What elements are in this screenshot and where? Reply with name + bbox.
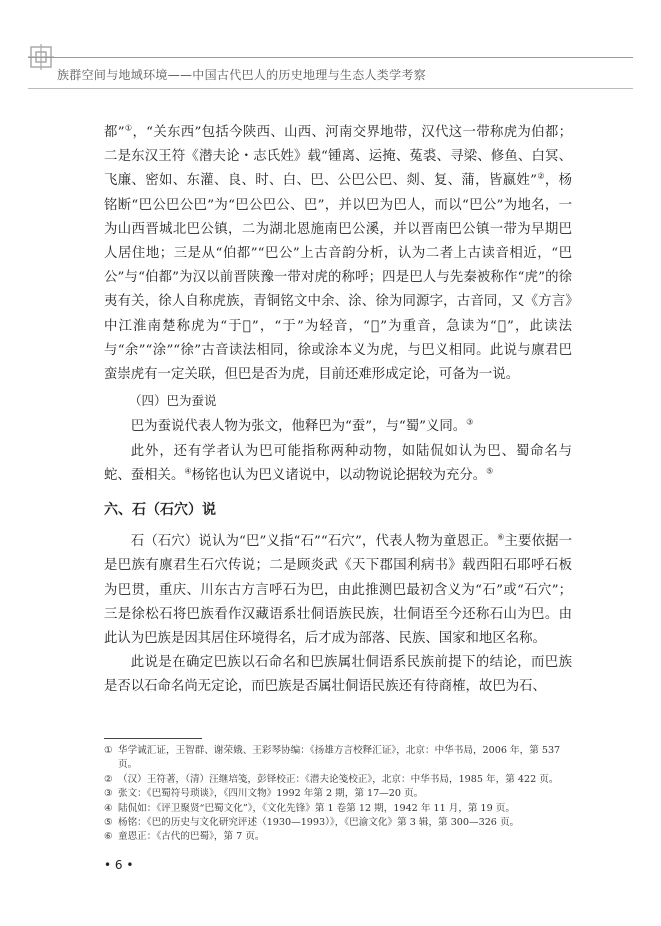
paragraph-1: 都”①，“关东西”包括今陕西、山西、河南交界地带，汉代这一带称虎为伯都；二是东汉王符《潜夫论・志氏姓》载“锺离、运掩、菟裘、寻梁、修鱼、白冥、飞廉、密如、东灌、良、时、白、巴、公巴公巴、剡、复、蒲，皆嬴姓”②，杨铭断“巴公巴公巴”为“巴公巴公、巴”，并以巴为巴人，而以“巴公”为地名，一为山西晋城北巴公镇，二为湖北恩施南巴公溪，并以晋南巴公镇一带为早期巴人居住地；三是从“伯都”“巴公”上古音韵分析，认为二者上古读音相近，“巴公”与“伯都”为汉以前晋陕豫一带对虎的称呼；四是巴人与先秦被称作“虎”的徐夷有关，徐人自称虎族，青铜铭文中余、涂、徐为同源字，古音同，又《方言》中江淮南楚称虎为“于𧇖”，“于”为轻音，“𧇖”为重音，急读为“𧆑”，此读法与“余”“涂”“徐”古音读法相同，徐或涂本义为虎，与巴义相同。此说与廪君巴蛮崇虎有一定关联，但巴是否为虎，目前还难形成定论，可备为一说。 [104,123,573,383]
footnote-item: ① 华学诚汇证，王智群、谢荣娥、王彩琴协编：《扬雄方言校释汇证》，北京：中华书局，2006 年，第 537 页。 [104,745,561,771]
footnote-ref-3[interactable]: ③ [466,417,474,427]
footnotes [104,744,574,845]
footnote-ref-2[interactable]: ② [536,171,545,181]
page-number: • 6 • [104,858,134,872]
paragraph-4: 石（石穴）说认为“巴”义指“石”“石穴”，代表人物为童恩正。⑥主要依据一是巴族有廪君生石穴传说；二是顾炎武《天下郡国利病书》载西阳石耶呼石板为巴贯，重庆、川东古方言呼石为巴，由此推测巴最初含义为“石”或“石穴”；三是徐松石将巴族看作汉藏语系壮侗语族民族，壮侗语至今还称石山为巴。由此认为巴族是因其居住环境得名，后才成为部落、民族、国家和地区名称。 [104,532,573,647]
footnote-ref-1[interactable]: ① [124,123,133,133]
header-rule [28,57,633,58]
footnote-item: ⑥ 童恩正：《古代的巴蜀》，第 7 页。 [104,831,265,843]
footnote-item: ⑤ 杨铭：《巴的历史与文化研究评述（1930—1993）》，《巴渝文化》第 3 辑，第 300—326 页。 [104,817,520,829]
header-divider [28,88,633,89]
running-header-title: 族群空间与地域环境——中国古代巴人的历史地理与生态人类学考察 [57,68,427,82]
footnote-divider [104,738,202,739]
footnote-ref-6[interactable]: ⑥ [497,532,505,542]
paragraph-5: 此说是在确定巴族以石命名和巴族属壮侗语系民族前提下的结论，而巴族是否以石命名尚无定论，而巴族是否属壮侗语民族还有待商榷，故巴为石、 [104,655,572,695]
footnote-item: ③ 张文：《巴蜀符号琐谈》，《四川文物》1992 年第 2 期，第 17—20 页。 [104,788,424,800]
paragraph-3: 此外，还有学者认为巴可能指称两种动物，如陆侃如认为巴、蜀命名与蛇、蚕相关。④杨铭也认为巴义诸说中，以动物说论据较为充分。⑤ [104,443,572,483]
paragraph-2: 巴为蚕说代表人物为张文，他释巴为“蚕”，与“蜀”义同。③ [130,417,474,435]
footnote-ref-4[interactable]: ④ [184,466,192,476]
subsection-heading: （四）巴为蚕说 [129,393,217,409]
footnote-item: ② （汉）王符著，（清）汪继培笺，彭铎校正：《潜夫论笺校正》，北京：中华书局，1985 年，第 422 页。 [104,773,559,785]
footnote-item: ④ 陆侃如：《评卫聚贤“巴蜀文化”》，《文化先锋》第 1 卷第 12 期，1942 年 11 月，第 19 页。 [104,802,515,814]
footnote-ref-5[interactable]: ⑤ [486,466,494,476]
main-text [104,121,572,700]
section-heading: 六、石（石穴）说 [104,502,216,519]
